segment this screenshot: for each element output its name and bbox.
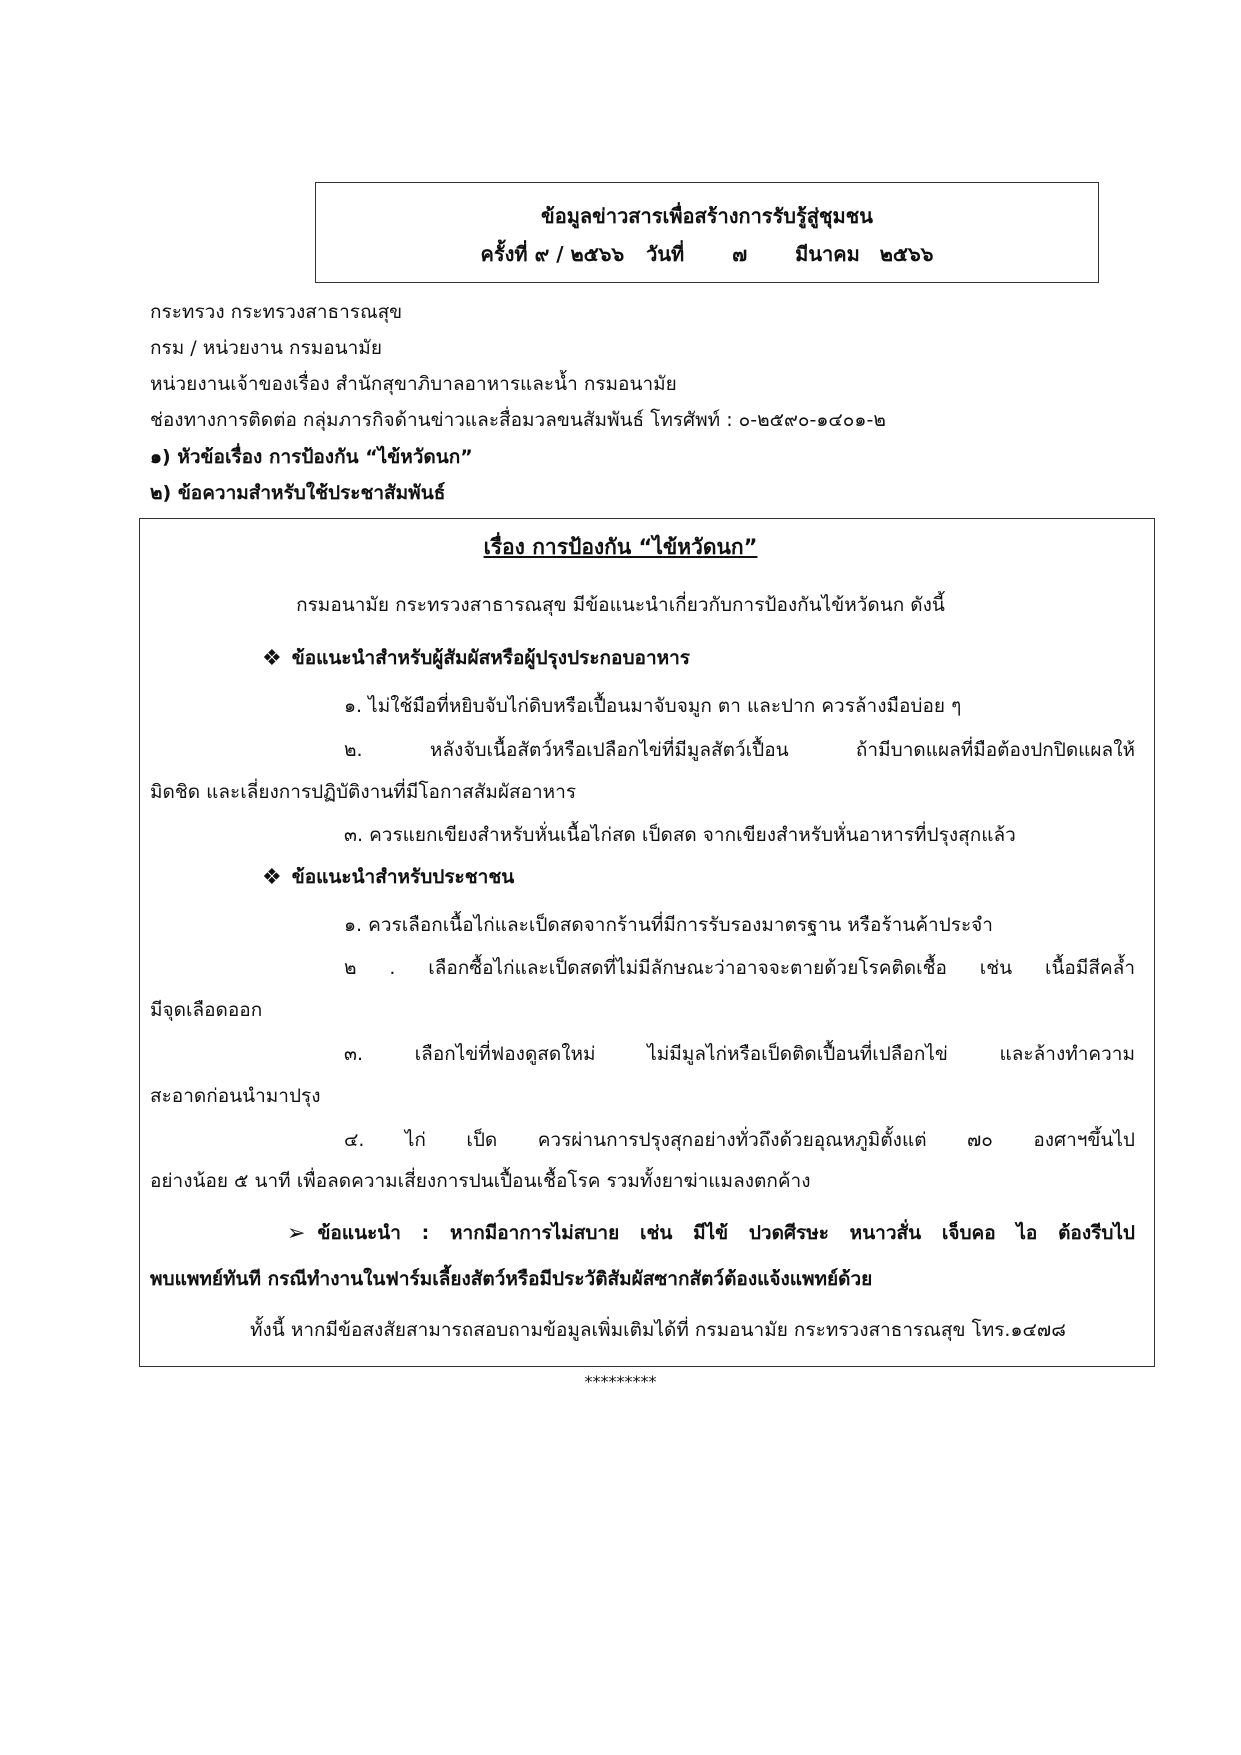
date-month: มีนาคม	[795, 242, 860, 266]
section2-item4-line1: ๔. ไก่ เป็ด ควรผ่านการปรุงสุกอย่างทั่วถึงด้วยอุณหภูมิตั้งแต่ ๗๐ องศาฯขึ้นไป	[344, 1129, 1135, 1151]
section2-heading-text: ข้อแนะนำสำหรับประชาชน	[291, 866, 515, 888]
section2-item4-line2: อย่างน้อย ๕ นาที เพื่อลดความเสี่ยงการปนเปื้อนเชื้อโรค รวมทั้งยาฆ่าแมลงตกค้าง	[150, 1170, 811, 1192]
section1-item2-line1: ๒. หลังจับเนื้อสัตว์หรือเปลือกไข่ที่มีมูลสัตว์เปื้อน ถ้ามีบาดแผลที่มือต้องปกปิดแผลให้	[344, 739, 1135, 761]
arrow-bullet-icon: ➢	[287, 1221, 306, 1246]
meta-ministry: กระทรวง กระทรวงสาธารณสุข	[150, 301, 403, 323]
date-label: วันที่	[646, 242, 685, 266]
section2-item2-line1: ๒ . เลือกซื้อไก่และเป็ดสดที่ไม่มีลักษณะว่าอาจจะตายด้วยโรคติดเชื้อ เช่น เนื้อมีสีคล้ำ	[344, 957, 1135, 979]
section2-item3-line2: สะอาดก่อนนำมาปรุง	[150, 1085, 321, 1107]
section2-item3-line1: ๓. เลือกไข่ที่ฟองดูสดใหม่ ไม่มีมูลไก่หรือเป็ดติดเปื้อนที่เปลือกไข่ และล้างทำความ	[344, 1043, 1135, 1065]
diamond-bullet-icon: ❖	[262, 646, 282, 671]
header-title: ข้อมูลข่าวสารเพื่อสร้างการรับรู้สู่ชุมชน	[541, 204, 873, 228]
header-box	[315, 182, 1099, 283]
meta-department: กรม / หน่วยงาน กรมอนามัย	[150, 337, 382, 359]
section1-item2-line2: มิดชิด และเลี่ยงการปฏิบัติงานที่มีโอกาสสัมผัสอาหาร	[150, 781, 577, 803]
closing-line: ทั้งนี้ หากมีข้อสงสัยสามารถสอบถามข้อมูลเพิ่มเติมได้ที่ กรมอนามัย กระทรวงสาธารณสุข โทร.๑๔๗๘	[250, 1319, 1066, 1341]
advice-line1	[287, 1218, 1135, 1248]
section1-heading-text: ข้อแนะนำสำหรับผู้สัมผัสหรือผู้ปรุงประกอบอาหาร	[291, 647, 691, 669]
footer-stars: *********	[584, 1372, 657, 1391]
issue-number: ๙ / ๒๕๖๖	[534, 242, 625, 266]
section2-item1: ๑. ควรเลือกเนื้อไก่และเป็ดสดจากร้านที่มีการรับรองมาตรฐาน หรือร้านค้าประจำ	[344, 914, 993, 936]
meta-owner-unit: หน่วยงานเจ้าของเรื่อง สำนักสุขาภิบาลอาหารและน้ำ กรมอนามัย	[150, 373, 677, 395]
header-issue-line	[316, 238, 1098, 270]
diamond-bullet-icon: ❖	[262, 865, 282, 890]
section1-item1: ๑. ไม่ใช้มือที่หยิบจับไก่ดิบหรือเปื้อนมาจับจมูก ตา และปาก ควรล้างมือบ่อย ๆ	[344, 695, 962, 717]
date-day: ๗	[732, 242, 748, 266]
issue-label: ครั้งที่	[480, 242, 528, 266]
date-year: ๒๕๖๖	[879, 242, 934, 266]
content-intro: กรมอนามัย กระทรวงสาธารณสุข มีข้อแนะนำเกี่ยวกับการป้องกันไข้หวัดนก ดังนี้	[296, 594, 945, 616]
content-title: เรื่อง การป้องกัน “ไข้หวัดนก”	[483, 535, 758, 559]
section1-heading	[262, 643, 690, 673]
advice-line1-text: ข้อแนะนำ : หากมีอาการไม่สบาย เช่น มีไข้ ปวดศีรษะ หนาวสั่น เจ็บคอ ไอ ต้องรีบไป	[317, 1222, 1135, 1244]
section2-heading	[262, 862, 514, 892]
meta-contact: ช่องทางการติดต่อ กลุ่มภารกิจด้านข่าวและสื่อมวลขนสัมพันธ์ โทรศัพท์ : ๐-๒๕๙๐-๑๔๐๑-๒	[150, 409, 886, 431]
advice-line2: พบแพทย์ทันที กรณีทำงานในฟาร์มเลี้ยงสัตว์หรือมีประวัติสัมผัสซากสัตว์ต้องแจ้งแพทย์ด้วย	[150, 1268, 873, 1290]
section1-item3: ๓. ควรแยกเขียงสำหรับหั่นเนื้อไก่สด เป็ดสด จากเขียงสำหรับหั่นอาหารที่ปรุงสุกแล้ว	[344, 824, 1016, 846]
meta-topic: ๑) หัวข้อเรื่อง การป้องกัน “ไข้หวัดนก”	[150, 446, 473, 468]
meta-message-heading: ๒) ข้อความสำหรับใช้ประชาสัมพันธ์	[150, 482, 446, 504]
section2-item2-line2: มีจุดเลือดออก	[150, 999, 263, 1021]
